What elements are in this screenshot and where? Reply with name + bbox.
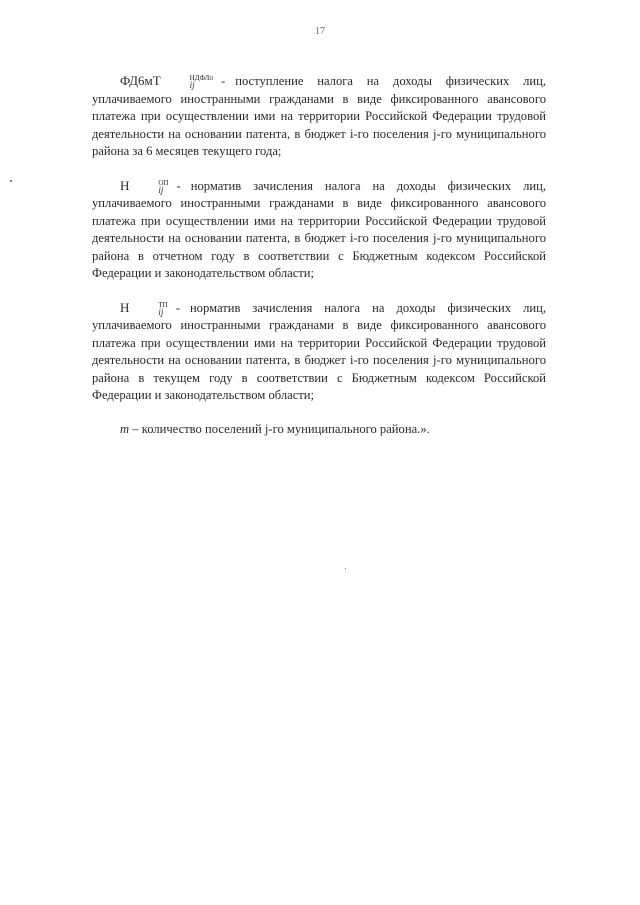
dash: - bbox=[175, 300, 180, 315]
dash: - bbox=[221, 74, 226, 88]
definition-text: – количество поселений j-го муниципального района.». bbox=[132, 421, 430, 436]
definition-text: поступление налога на доходы физических лиц, уплачиваемого иностранными гражданами в виде фиксированного авансового платежа при осуществлении ими на территории Российской Федерации трудовой деятельности на основании патента, в бюджет i-го поселения j-го муниципального района за 6 месяцев текущего года; bbox=[92, 74, 546, 158]
formula-symbol: Н ТП ij bbox=[120, 299, 168, 317]
document-body bbox=[92, 72, 546, 454]
formula-symbol: ФД6мТ НДФЛп ij bbox=[120, 73, 213, 91]
definition-paragraph-2 bbox=[92, 177, 546, 283]
page-number: 17 bbox=[315, 26, 325, 37]
scan-speck bbox=[345, 568, 346, 569]
scan-speck bbox=[10, 180, 12, 182]
definition-text: норматив зачисления налога на доходы физических лиц, уплачиваемого иностранными гражданами в виде фиксированного авансового платежа при осуществлении ими на территории Российской Федерации трудовой деятельности на основании патента, в бюджет i-го поселения j-го муниципального района в текущем году в соответствии с Бюджетным кодексом Российской Федерации и законодательством области; bbox=[92, 300, 546, 402]
definition-paragraph-3 bbox=[92, 299, 546, 405]
formula-symbol: m bbox=[120, 421, 130, 436]
formula-symbol: Н ОП ij bbox=[120, 177, 169, 195]
dash: - bbox=[176, 178, 181, 193]
definition-paragraph-4 bbox=[92, 421, 546, 439]
definition-text: норматив зачисления налога на доходы физических лиц, уплачиваемого иностранными гражданами в виде фиксированного авансового платежа при осуществлении ими на территории Российской Федерации трудовой деятельности на основании патента, в бюджет i-го поселения j-го муниципального района в отчетном году в соответствии с Бюджетным кодексом Российской Федерации и законодательством области; bbox=[92, 178, 546, 280]
definition-paragraph-1 bbox=[92, 72, 546, 161]
